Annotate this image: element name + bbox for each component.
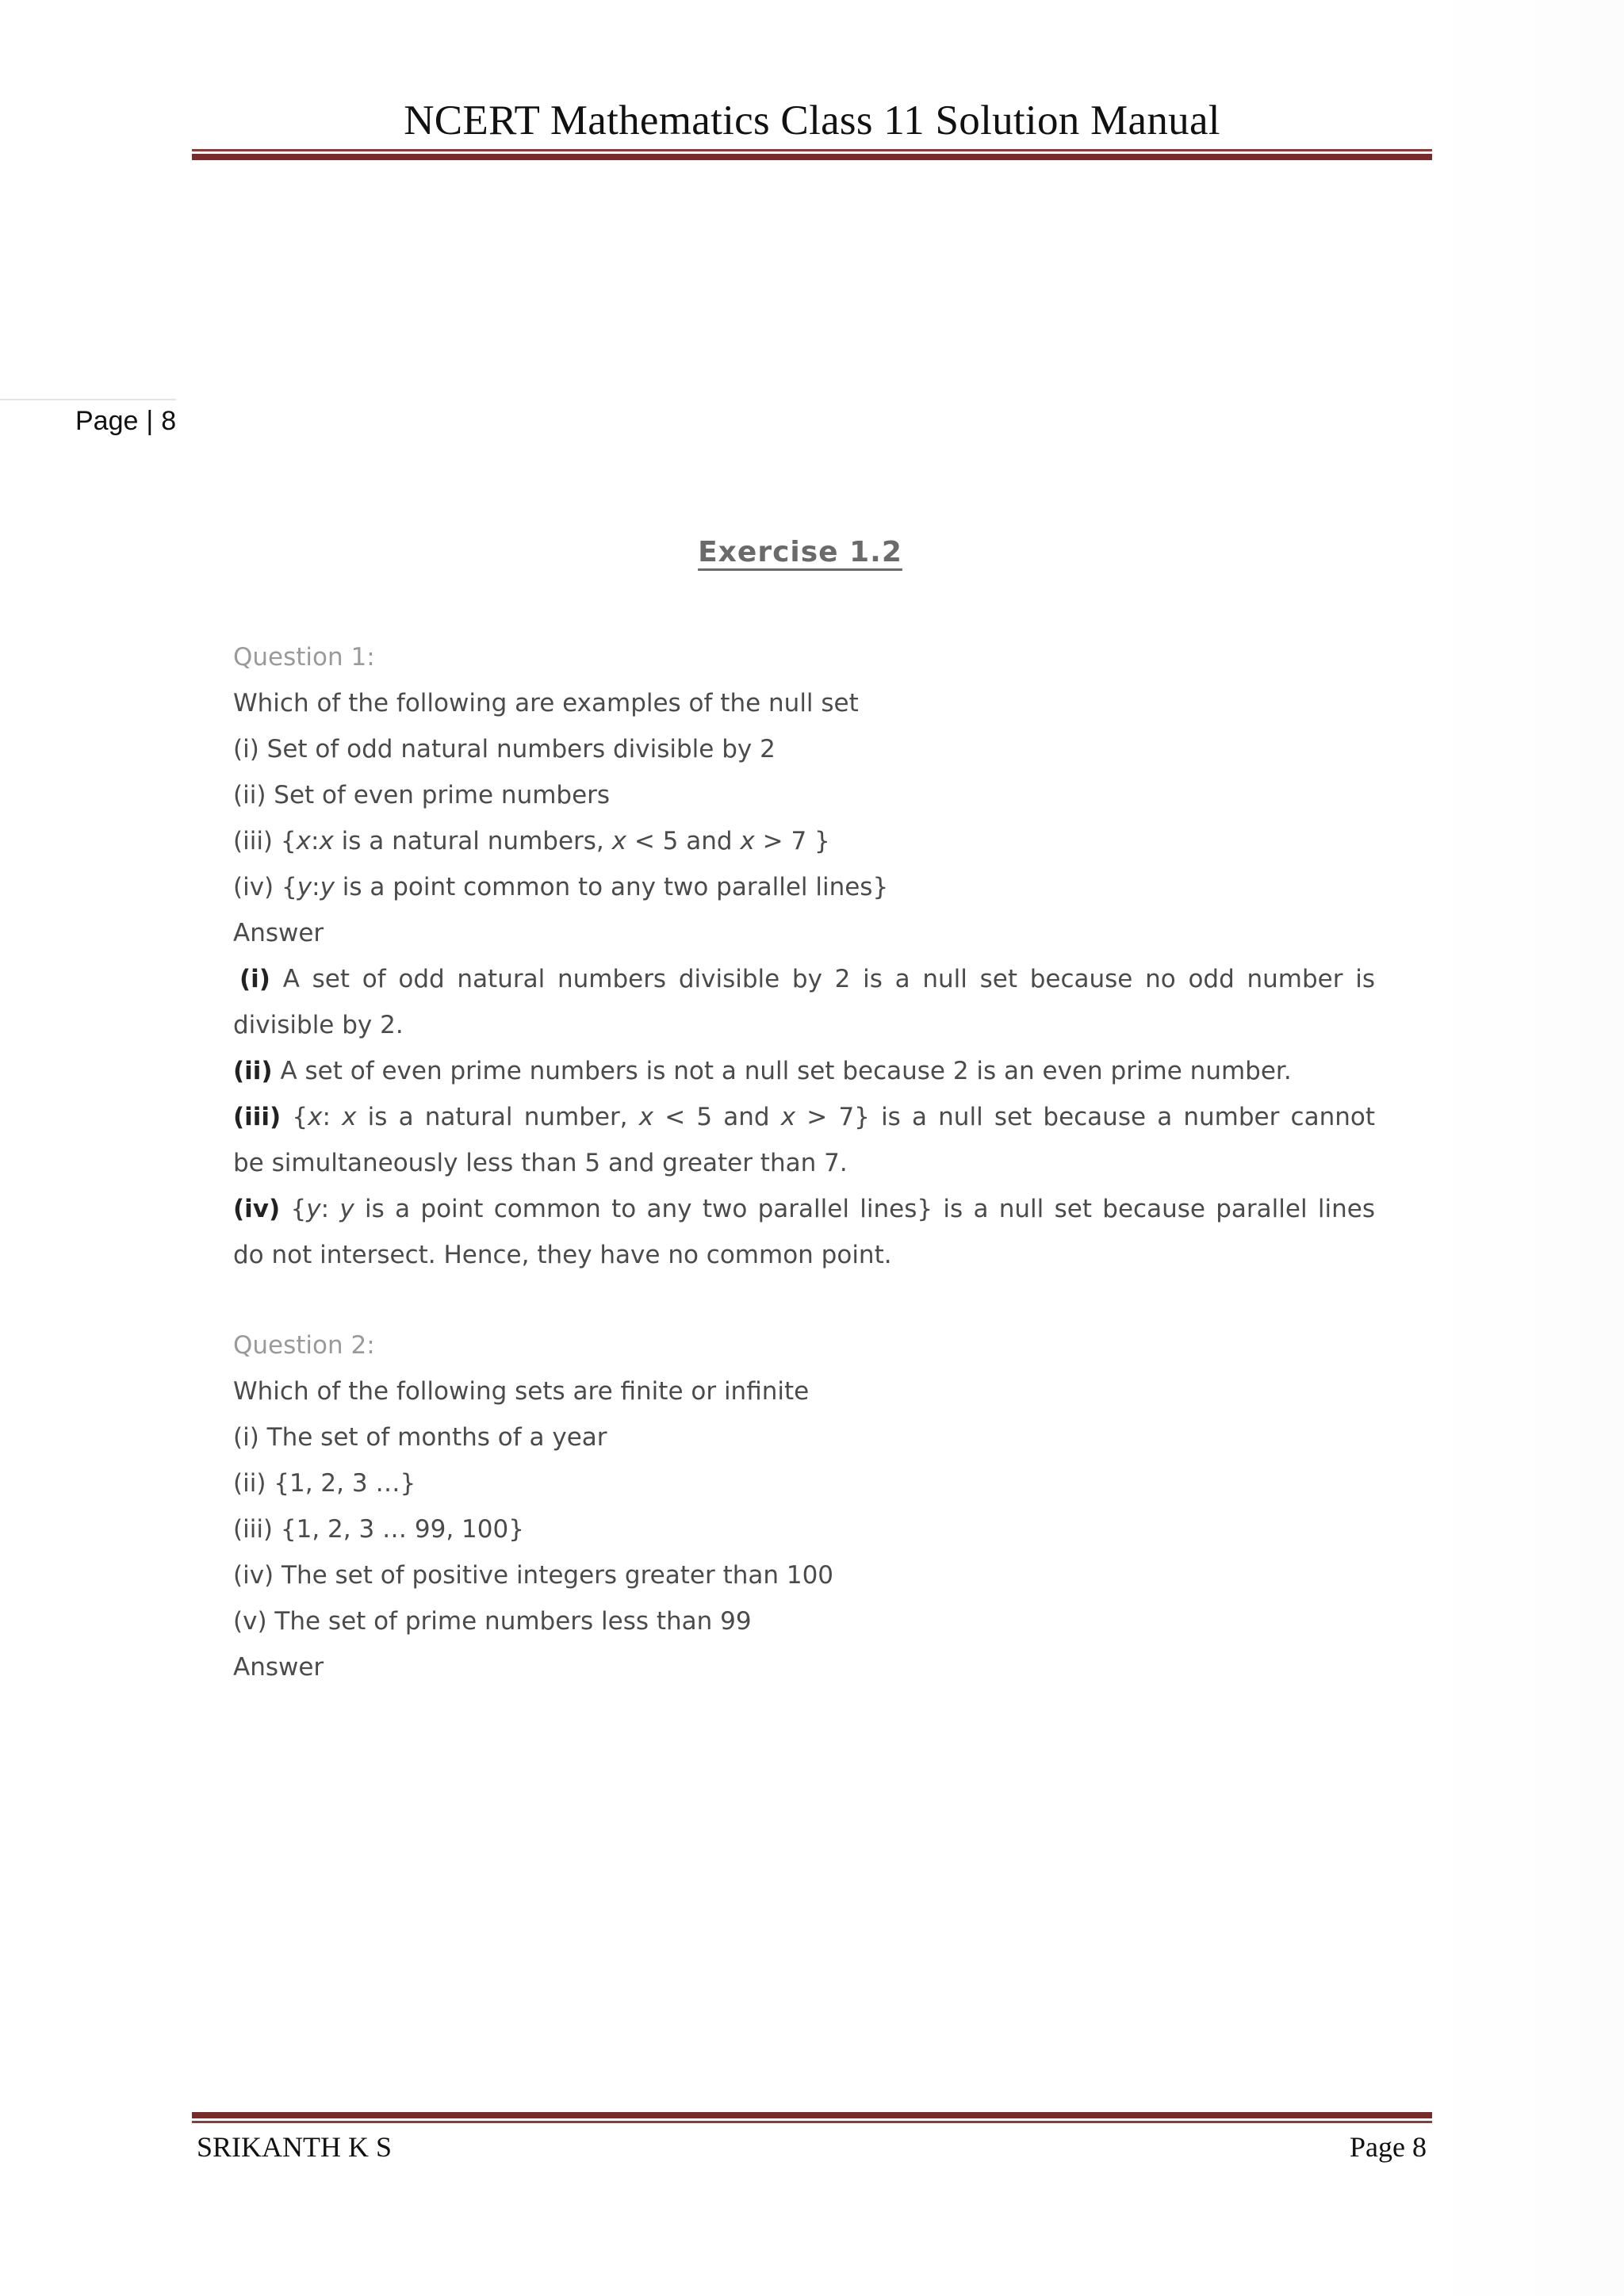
item-text: is a natural numbers, (333, 827, 612, 855)
question-2-item (233, 1460, 1375, 1506)
answer-text: > 7} is a null set because a number cannot (795, 1103, 1375, 1131)
set-colon: : (312, 873, 320, 901)
question-2-item (233, 1414, 1375, 1460)
var: y (320, 873, 335, 901)
margin-divider (0, 399, 176, 400)
footer-rule-thin (192, 2121, 1432, 2123)
answer-number: (ii) (233, 1057, 273, 1085)
answer-2-line (233, 1048, 1375, 1094)
footer-author: SRIKANTH K S (197, 2131, 393, 2163)
var: x (296, 827, 311, 855)
var: y (306, 1195, 321, 1223)
set-open: { (290, 1195, 307, 1223)
answer-1-line: divisible by 2. (233, 1011, 404, 1039)
item-number: (iii) (233, 1515, 274, 1544)
question-2-prompt: Which of the following sets are finite or infinite (233, 1377, 810, 1406)
exercise-title: Exercise 1.2 (698, 536, 902, 568)
answer-1-line (233, 956, 1375, 1002)
answer-number: (iii) (233, 1103, 282, 1131)
item-text: is a point common to any two parallel lines} (334, 873, 889, 901)
set-colon: : (310, 827, 320, 855)
answer-label: Answer (233, 1653, 324, 1682)
var: y (339, 1195, 354, 1223)
question-1-heading: Question 1: (233, 643, 375, 672)
answer-text: is a natural number, (356, 1103, 639, 1131)
question-2-item (233, 1598, 1375, 1644)
answer-number: (i) (239, 965, 270, 993)
side-page-separator: | (146, 406, 154, 436)
answer-number: (iv) (233, 1195, 281, 1223)
set-open: { (280, 827, 297, 855)
question-1-item (233, 726, 1375, 772)
set-open: { (292, 1103, 308, 1131)
item-text: > 7 } (754, 827, 830, 855)
answer-text: A set of odd natural numbers divisible by 2 is a null set because no odd number is (282, 965, 1375, 993)
item-text: {1, 2, 3 … 99, 100} (280, 1515, 524, 1544)
item-number: (iii) (233, 827, 274, 855)
item-text: The set of positive integers greater than 100 (282, 1561, 834, 1590)
question-2-item (233, 1552, 1375, 1598)
side-page-number: 8 (161, 406, 177, 436)
side-page-label (75, 406, 176, 437)
item-text: Set of odd natural numbers divisible by 2 (266, 735, 776, 763)
header-rule-thick (192, 154, 1432, 160)
footer-rule-thick (192, 2112, 1432, 2118)
var: x (740, 827, 755, 855)
item-number: (i) (233, 1423, 259, 1452)
answer-text: is a point common to any two parallel lines} is a null set because parallel lines (354, 1195, 1375, 1223)
question-1-item (233, 864, 1375, 910)
header-title: NCERT Mathematics Class 11 Solution Manual (404, 98, 1220, 144)
side-page-word: Page (75, 406, 139, 436)
answer-3-line (233, 1094, 1375, 1140)
answer-text: < 5 and (653, 1103, 781, 1131)
set-colon: : (320, 1195, 340, 1223)
item-text: The set of months of a year (266, 1423, 607, 1452)
question-2-item (233, 1506, 1375, 1552)
var: x (611, 827, 626, 855)
question-1-prompt: Which of the following are examples of the null set (233, 689, 859, 718)
var: y (297, 873, 312, 901)
answer-4-line (233, 1186, 1375, 1232)
answer-text: A set of even prime numbers is not a null set because 2 is an even prime number. (280, 1057, 1292, 1085)
item-text: The set of prime numbers less than 99 (274, 1607, 752, 1636)
section-gap (233, 1278, 1375, 1322)
footer-page-label: Page 8 (1350, 2131, 1427, 2163)
item-number: (iv) (233, 873, 274, 901)
var: x (638, 1103, 654, 1131)
question-1-item (233, 818, 1375, 864)
item-text: < 5 and (626, 827, 741, 855)
item-text: Set of even prime numbers (274, 781, 611, 809)
question-2-heading: Question 2: (233, 1331, 375, 1360)
var: x (342, 1103, 357, 1131)
item-number: (v) (233, 1607, 267, 1636)
question-1-item (233, 772, 1375, 818)
answer-label: Answer (233, 919, 324, 947)
item-text: {1, 2, 3 …} (274, 1469, 416, 1498)
item-number: (iv) (233, 1561, 274, 1590)
set-colon: : (322, 1103, 343, 1131)
var: x (319, 827, 334, 855)
header-rule-thin (192, 149, 1432, 151)
var: x (780, 1103, 796, 1131)
item-number: (i) (233, 735, 259, 763)
item-number: (ii) (233, 1469, 266, 1498)
content-body (233, 634, 1375, 1690)
answer-3-line: be simultaneously less than 5 and greater than 7. (233, 1149, 848, 1177)
set-open: { (282, 873, 297, 901)
item-number: (ii) (233, 781, 266, 809)
answer-4-line: do not intersect. Hence, they have no common point. (233, 1241, 892, 1269)
var: x (308, 1103, 323, 1131)
